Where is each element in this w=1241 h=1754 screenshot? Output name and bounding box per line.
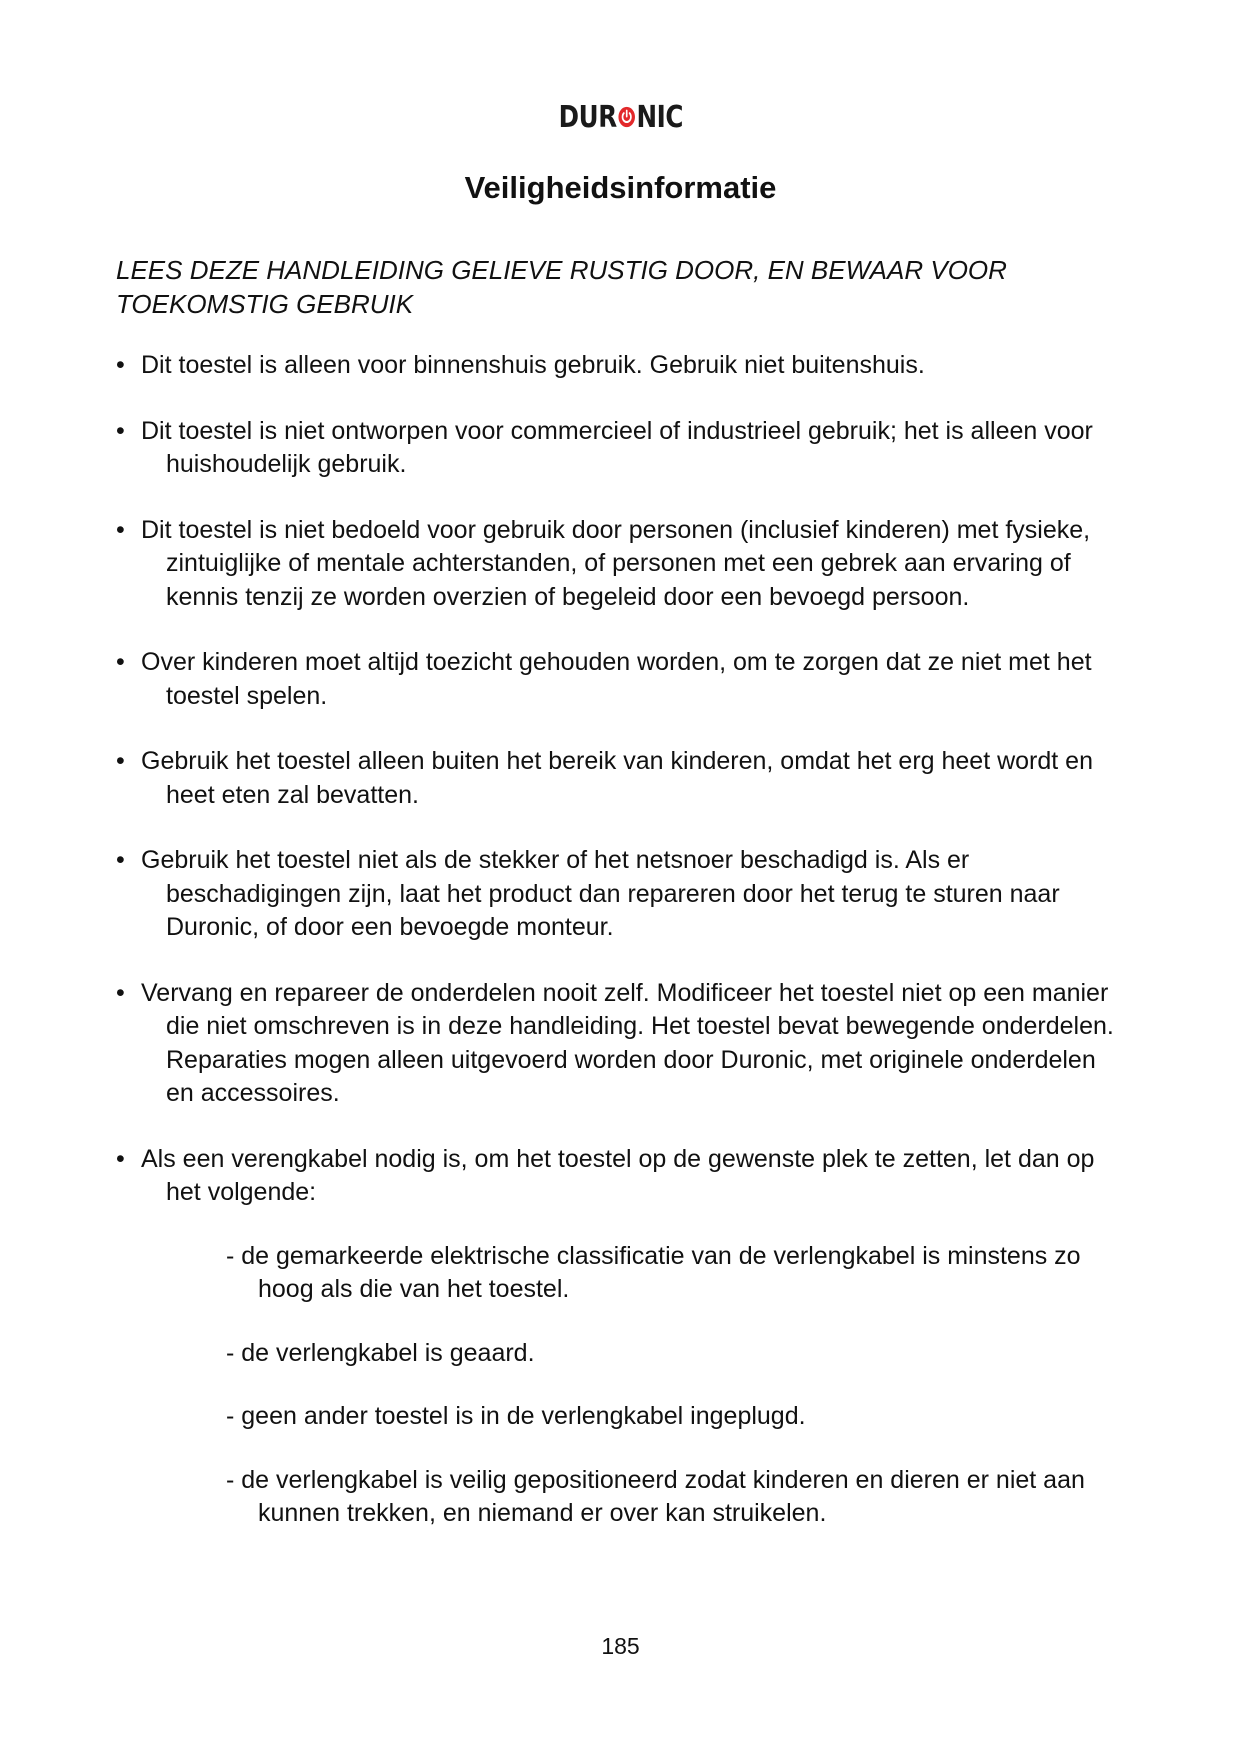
bullet-marker: • xyxy=(116,747,125,775)
list-item-text: Dit toestel is niet ontworpen voor commercieel of industrieel gebruik; het is alleen voor huishoudelijk gebruik. xyxy=(141,416,1093,478)
brand-wordmark xyxy=(558,100,682,135)
sub-list-item xyxy=(226,1240,1126,1307)
list-item xyxy=(116,415,1126,482)
list-item-text: Gebruik het toestel alleen buiten het bereik van kinderen, omdat het erg heet wordt en heet eten zal bevatten. xyxy=(141,747,1093,809)
sub-list-item xyxy=(226,1337,1126,1371)
list-item-text: Als een verengkabel nodig is, om het toestel op de gewenste plek te zetten, let dan op het volgende: xyxy=(141,1144,1095,1206)
list-item-text: Over kinderen moet altijd toezicht gehouden worden, om te zorgen dat ze niet met het toestel spelen. xyxy=(141,648,1092,710)
sub-list-item-text: - de gemarkeerde elektrische classificatie van de verlengkabel is minstens zo hoog als die van het toestel. xyxy=(226,1241,1081,1303)
list-item-text: Dit toestel is alleen voor binnenshuis gebruik. Gebruik niet buitenshuis. xyxy=(141,351,925,379)
bullet-marker: • xyxy=(116,846,125,874)
list-item xyxy=(116,844,1126,945)
list-item-text: Dit toestel is niet bedoeld voor gebruik door personen (inclusief kinderen) met fysieke, zintuiglijke of mentale achterstanden, of personen met een gebrek aan ervaring of kennis tenzij ze worden overzien of begeleid door een bevoegd persoon. xyxy=(141,515,1091,611)
list-item-text: Gebruik het toestel niet als de stekker of het netsnoer beschadigd is. Als er beschadigingen zijn, laat het product dan repareren door het terug te sturen naar Duronic, of door een bevoegde monteur. xyxy=(141,846,1060,941)
power-icon xyxy=(617,106,635,128)
bullet-marker: • xyxy=(116,648,125,676)
page-title: Veiligheidsinformatie xyxy=(464,170,777,205)
intro-notice: LEES DEZE HANDLEIDING GELIEVE RUSTIG DOOR, EN BEWAAR VOOR TOEKOMSTIG GEBRUIK xyxy=(116,255,1007,319)
sub-list-item-text: - de verlengkabel is geaard. xyxy=(226,1338,535,1367)
list-item xyxy=(116,646,1126,713)
extension-cable-checklist xyxy=(141,1240,1126,1531)
list-item xyxy=(116,977,1126,1111)
brand-wordmark-right: NIC xyxy=(636,100,683,135)
list-item xyxy=(116,1143,1126,1531)
sub-list-item xyxy=(226,1400,1126,1434)
bullet-marker: • xyxy=(116,978,125,1007)
bullet-marker: • xyxy=(116,351,125,379)
list-item xyxy=(116,349,1126,383)
page-number: 185 xyxy=(601,1633,640,1659)
list-item xyxy=(116,745,1126,812)
bullet-marker: • xyxy=(116,416,125,445)
brand-wordmark-left: DUR xyxy=(558,100,617,135)
sub-list-item-text: - de verlengkabel is veilig gepositioneerd zodat kinderen en dieren er niet aan kunnen trekken, en niemand er over kan struikelen. xyxy=(226,1465,1085,1527)
bullet-marker: • xyxy=(116,1144,125,1173)
sub-list-item-text: - geen ander toestel is in de verlengkabel ingeplugd. xyxy=(226,1402,806,1430)
sub-list-item xyxy=(226,1464,1126,1531)
bullet-marker: • xyxy=(116,515,125,544)
list-item-text: Vervang en repareer de onderdelen nooit zelf. Modificeer het toestel niet op een manier die niet omschreven is in deze handleiding. Het toestel bevat bewegende onderdelen. Reparaties mogen alleen uitgevoerd worden door Duronic, met originele onderdelen en accessoires. xyxy=(141,978,1114,1107)
safety-list xyxy=(116,349,1126,1563)
list-item xyxy=(116,514,1126,615)
brand-logo xyxy=(0,100,1241,135)
